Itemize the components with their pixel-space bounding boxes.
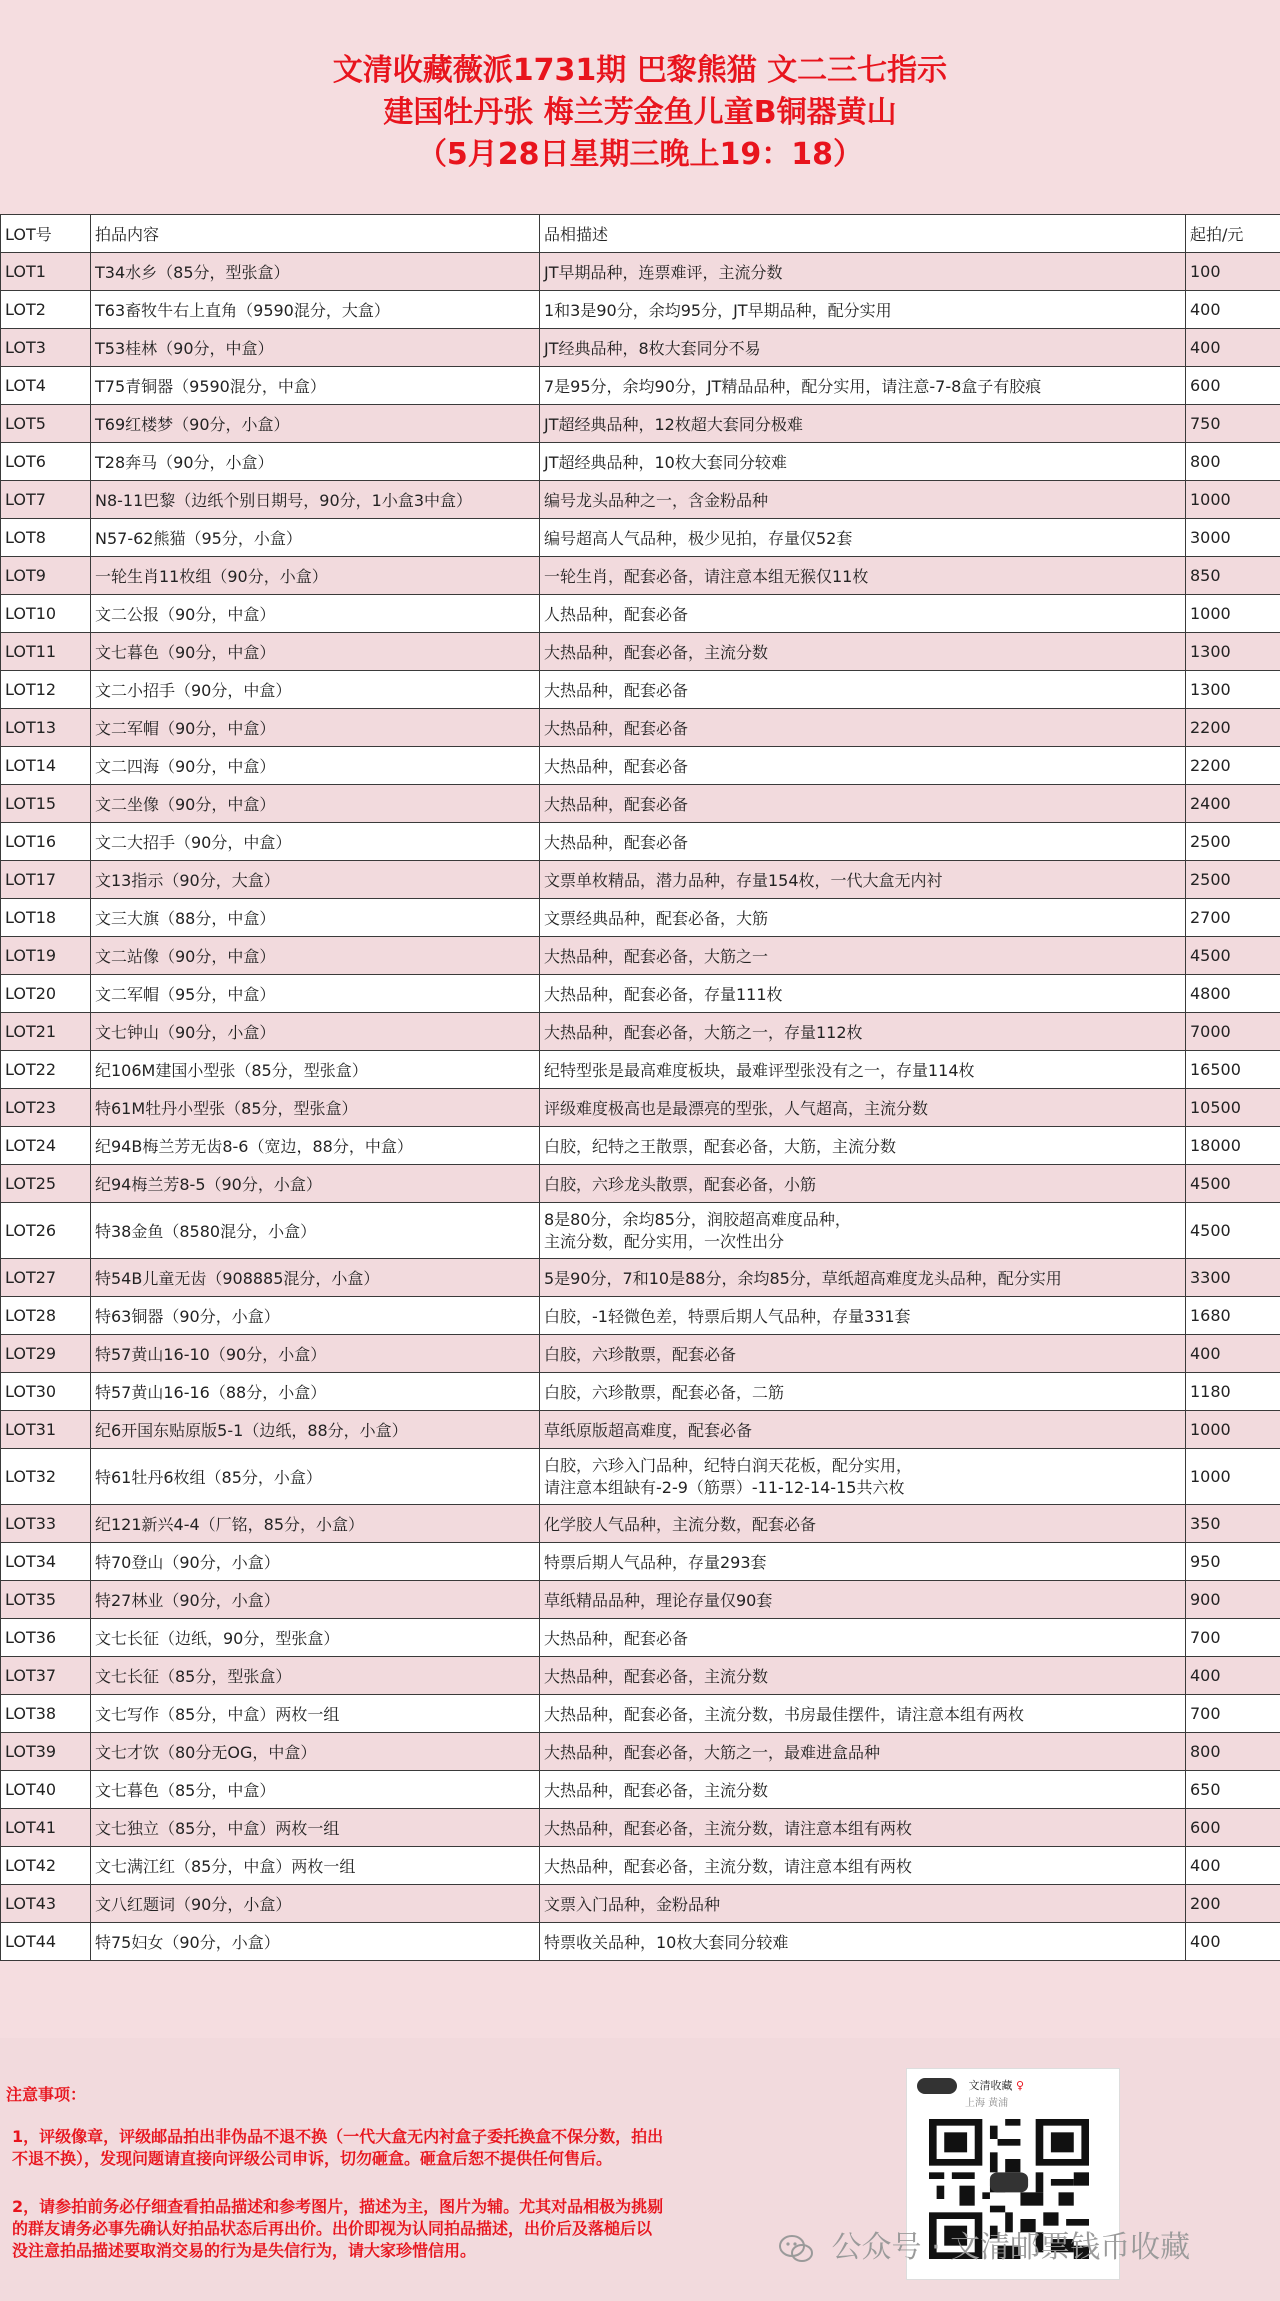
notes-heading: 注意事项： [6, 2085, 87, 2104]
lot-number: LOT10 [1, 595, 91, 633]
lot-number: LOT20 [1, 975, 91, 1013]
lot-number: LOT8 [1, 519, 91, 557]
lot-number: LOT11 [1, 633, 91, 671]
lot-description-line-2: 主流分数，配分实用，一次性出分 [544, 1231, 785, 1251]
table-row [1, 1259, 1280, 1297]
table-row [1, 1619, 1280, 1657]
table-row [1, 1581, 1280, 1619]
table-row [1, 405, 1280, 443]
lot-item: 特70登山（90分，小盒） [91, 1543, 540, 1581]
lot-item: 一轮生肖11枚组（90分，小盒） [91, 557, 540, 595]
lot-description: 5是90分，7和10是88分，余均85分，草纸超高难度龙头品种，配分实用 [540, 1259, 1186, 1297]
header-item: 拍品内容 [91, 215, 540, 253]
title-line-2: 建国牡丹张 梅兰芳金鱼儿童B铜器黄山 [383, 95, 897, 130]
lot-number: LOT24 [1, 1127, 91, 1165]
lot-description: JT经典品种，8枚大套同分不易 [540, 329, 1186, 367]
lot-start-price: 10500 [1186, 1089, 1280, 1127]
lot-item: 文七钟山（90分，小盒） [91, 1013, 540, 1051]
table-row [1, 1335, 1280, 1373]
lot-start-price: 800 [1186, 443, 1280, 481]
lot-start-price: 1180 [1186, 1373, 1280, 1411]
lot-number: LOT42 [1, 1847, 91, 1885]
lot-item: 文七独立（85分，中盒）两枚一组 [91, 1809, 540, 1847]
lot-number: LOT2 [1, 291, 91, 329]
lot-item: 特38金鱼（8580混分，小盒） [91, 1203, 540, 1259]
lot-description: 特票收关品种，10枚大套同分较难 [540, 1923, 1186, 1961]
table-row [1, 1373, 1280, 1411]
lot-description: 草纸精品品种，理论存量仅90套 [540, 1581, 1186, 1619]
lot-number: LOT12 [1, 671, 91, 709]
lot-description: 大热品种，配套必备 [540, 709, 1186, 747]
table-row [1, 1885, 1280, 1923]
lot-item: 文二公报（90分，中盒） [91, 595, 540, 633]
note-2-line-1: 2，请参拍前务必仔细查看拍品描述和参考图片，描述为主，图片为辅。尤其对品相极为挑剔 [12, 2197, 664, 2216]
table-row [1, 785, 1280, 823]
lot-description: 白胶，六珍散票，配套必备，二筋 [540, 1373, 1186, 1411]
lot-number: LOT30 [1, 1373, 91, 1411]
lot-item: 特57黄山16-10（90分，小盒） [91, 1335, 540, 1373]
lot-description-line-2: 请注意本组缺有-2-9（筋票）-11-12-14-15共六枚 [544, 1477, 905, 1497]
lot-description: JT超经典品种，12枚超大套同分极难 [540, 405, 1186, 443]
lot-item: 文二站像（90分，中盒） [91, 937, 540, 975]
lot-description: 大热品种，配套必备 [540, 747, 1186, 785]
lot-number: LOT39 [1, 1733, 91, 1771]
lot-number: LOT7 [1, 481, 91, 519]
lot-number: LOT31 [1, 1411, 91, 1449]
note-item-1 [12, 2126, 752, 2170]
header-row [1, 215, 1280, 253]
lot-item: 文七暮色（85分，中盒） [91, 1771, 540, 1809]
lot-item: 文二军帽（95分，中盒） [91, 975, 540, 1013]
lot-table [0, 214, 1280, 1961]
note-2-line-3: 没注意拍品描述要取消交易的行为是失信行为，请大家珍惜信用。 [12, 2241, 477, 2260]
lot-item: 文七暮色（90分，中盒） [91, 633, 540, 671]
lot-description: 大热品种，配套必备，主流分数，请注意本组有两枚 [540, 1809, 1186, 1847]
lot-start-price: 400 [1186, 291, 1280, 329]
lot-number: LOT3 [1, 329, 91, 367]
lot-number: LOT17 [1, 861, 91, 899]
lot-description: 白胶，-1轻微色差，特票后期人气品种，存量331套 [540, 1297, 1186, 1335]
lot-number: LOT22 [1, 1051, 91, 1089]
lot-start-price: 18000 [1186, 1127, 1280, 1165]
title-block [0, 0, 1280, 214]
lot-item: 文七满江红（85分，中盒）两枚一组 [91, 1847, 540, 1885]
table-row [1, 671, 1280, 709]
lot-start-price: 600 [1186, 367, 1280, 405]
lot-start-price: 4800 [1186, 975, 1280, 1013]
lot-item: T63畜牧牛右上直角（9590混分，大盒） [91, 291, 540, 329]
lot-number: LOT43 [1, 1885, 91, 1923]
lot-item: 特63铜器（90分，小盒） [91, 1297, 540, 1335]
table-row [1, 367, 1280, 405]
lot-item: 纪106M建国小型张（85分，型张盒） [91, 1051, 540, 1089]
lot-number: LOT44 [1, 1923, 91, 1961]
lot-description: 大热品种，配套必备 [540, 785, 1186, 823]
lot-number: LOT28 [1, 1297, 91, 1335]
table-row [1, 747, 1280, 785]
table-row [1, 443, 1280, 481]
lot-number: LOT26 [1, 1203, 91, 1259]
lot-item: 纪94B梅兰芳无齿8-6（宽边，88分，中盒） [91, 1127, 540, 1165]
lot-number: LOT9 [1, 557, 91, 595]
lot-description: 白胶，六珍龙头散票，配套必备，小筋 [540, 1165, 1186, 1203]
lot-start-price: 400 [1186, 329, 1280, 367]
lot-start-price: 3300 [1186, 1259, 1280, 1297]
qr-location: 上海 黄浦 [965, 2098, 1009, 2109]
lot-start-price: 400 [1186, 1335, 1280, 1373]
table-row [1, 1847, 1280, 1885]
table-row [1, 709, 1280, 747]
lot-start-price: 2700 [1186, 899, 1280, 937]
table-row [1, 1543, 1280, 1581]
lot-number: LOT40 [1, 1771, 91, 1809]
lot-description: 大热品种，配套必备 [540, 1619, 1186, 1657]
lot-description: 特票后期人气品种，存量293套 [540, 1543, 1186, 1581]
lot-start-price: 700 [1186, 1695, 1280, 1733]
table-row [1, 519, 1280, 557]
lot-start-price: 650 [1186, 1771, 1280, 1809]
lot-item: 纪6开国东贴原版5-1（边纸，88分，小盒） [91, 1411, 540, 1449]
lot-item: 文七长征（边纸，90分，型张盒） [91, 1619, 540, 1657]
lot-item: 文二小招手（90分，中盒） [91, 671, 540, 709]
lot-start-price: 400 [1186, 1923, 1280, 1961]
lot-number: LOT25 [1, 1165, 91, 1203]
lot-number: LOT1 [1, 253, 91, 291]
lot-number: LOT35 [1, 1581, 91, 1619]
lot-description: 化学胶人气品种，主流分数，配套必备 [540, 1505, 1186, 1543]
table-row [1, 1733, 1280, 1771]
table-row [1, 595, 1280, 633]
table-row [1, 1695, 1280, 1733]
lot-start-price: 350 [1186, 1505, 1280, 1543]
lot-start-price: 900 [1186, 1581, 1280, 1619]
table-row [1, 1771, 1280, 1809]
lot-number: LOT6 [1, 443, 91, 481]
lot-description: 编号龙头品种之一，含金粉品种 [540, 481, 1186, 519]
header-price: 起拍/元 [1186, 215, 1280, 253]
lot-number: LOT4 [1, 367, 91, 405]
lot-item: 特54B儿童无齿（908885混分，小盒） [91, 1259, 540, 1297]
lot-description: 大热品种，配套必备 [540, 823, 1186, 861]
lot-number: LOT33 [1, 1505, 91, 1543]
lot-item: 文八红题词（90分，小盒） [91, 1885, 540, 1923]
table-row [1, 1013, 1280, 1051]
lot-number: LOT16 [1, 823, 91, 861]
lot-start-price: 400 [1186, 1657, 1280, 1695]
lot-start-price: 200 [1186, 1885, 1280, 1923]
lot-number: LOT23 [1, 1089, 91, 1127]
lot-item: T28奔马（90分，小盒） [91, 443, 540, 481]
lot-description: 大热品种，配套必备，主流分数 [540, 1771, 1186, 1809]
lot-number: LOT41 [1, 1809, 91, 1847]
table-row [1, 823, 1280, 861]
lot-number: LOT14 [1, 747, 91, 785]
lot-item: 特61牡丹6枚组（85分，小盒） [91, 1449, 540, 1505]
lot-start-price: 1000 [1186, 1449, 1280, 1505]
lot-start-price: 16500 [1186, 1051, 1280, 1089]
lot-description: 一轮生肖，配套必备，请注意本组无猴仅11枚 [540, 557, 1186, 595]
lot-description: 7是95分，余均90分，JT精品品种，配分实用，请注意-7-8盒子有胶痕 [540, 367, 1186, 405]
lot-item: 文二军帽（90分，中盒） [91, 709, 540, 747]
watermark-text: 公众号 · 文清邮票钱币收藏 [831, 2230, 1191, 2265]
lot-number: LOT5 [1, 405, 91, 443]
note-2-line-2: 的群友请务必事先确认好拍品状态后再出价。出价即视为认同拍品描述，出价后及落槌后以 [12, 2219, 653, 2238]
lot-description: 大热品种，配套必备 [540, 671, 1186, 709]
table-row [1, 1657, 1280, 1695]
header-lot: LOT号 [1, 215, 91, 253]
lot-item: 文七长征（85分，型张盒） [91, 1657, 540, 1695]
lot-number: LOT13 [1, 709, 91, 747]
lot-item: 文七写作（85分，中盒）两枚一组 [91, 1695, 540, 1733]
lot-item: 特27林业（90分，小盒） [91, 1581, 540, 1619]
table-row [1, 329, 1280, 367]
lot-description: 大热品种，配套必备，大筋之一 [540, 937, 1186, 975]
table-row [1, 1165, 1280, 1203]
table-row [1, 1127, 1280, 1165]
table-row [1, 291, 1280, 329]
lot-start-price: 600 [1186, 1809, 1280, 1847]
qr-account-name: 文清收藏 [968, 2079, 1013, 2092]
lot-start-price: 4500 [1186, 1203, 1280, 1259]
lot-description: 大热品种，配套必备，主流分数 [540, 633, 1186, 671]
lot-start-price: 4500 [1186, 1165, 1280, 1203]
lot-description: 文票单枚精品，潜力品种，存量154枚，一代大盒无内衬 [540, 861, 1186, 899]
lot-description: 大热品种，配套必备，存量111枚 [540, 975, 1186, 1013]
lot-start-price: 400 [1186, 1847, 1280, 1885]
lot-description: 大热品种，配套必备，主流分数，书房最佳摆件，请注意本组有两枚 [540, 1695, 1186, 1733]
table-row [1, 1809, 1280, 1847]
lot-description-line-1: 白胶，六珍入门品种，纪特白润天花板，配分实用， [544, 1455, 913, 1475]
qr-header [917, 2077, 1024, 2109]
table-row [1, 861, 1280, 899]
table-row [1, 481, 1280, 519]
header-desc: 品相描述 [540, 215, 1186, 253]
lot-item: T53桂林（90分，中盒） [91, 329, 540, 367]
lot-start-price: 100 [1186, 253, 1280, 291]
lot-start-price: 850 [1186, 557, 1280, 595]
lot-start-price: 3000 [1186, 519, 1280, 557]
lot-item: 文二大招手（90分，中盒） [91, 823, 540, 861]
lot-start-price: 1300 [1186, 633, 1280, 671]
lot-number: LOT27 [1, 1259, 91, 1297]
lot-item: 文七才饮（80分无OG，中盒） [91, 1733, 540, 1771]
lot-description: 评级难度极高也是最漂亮的型张，人气超高，主流分数 [540, 1089, 1186, 1127]
title-line-3: （5月28日星期三晚上19：18） [416, 137, 864, 172]
lot-item: 纪121新兴4-4（厂铭，85分，小盒） [91, 1505, 540, 1543]
lot-item: 特57黄山16-16（88分，小盒） [91, 1373, 540, 1411]
lot-description: JT超经典品种，10枚大套同分较难 [540, 443, 1186, 481]
lot-description: 大热品种，配套必备，主流分数 [540, 1657, 1186, 1695]
lot-item: 特75妇女（90分，小盒） [91, 1923, 540, 1961]
lot-description: 纪特型张是最高难度板块，最难评型张没有之一，存量114枚 [540, 1051, 1186, 1089]
note-1-line-1: 1，评级像章，评级邮品拍出非伪品不退不换（一代大盒无内衬盒子委托换盒不保分数，拍出 [12, 2127, 664, 2146]
lot-item: T69红楼梦（90分，小盒） [91, 405, 540, 443]
title-line-1: 文清收藏薇派1731期 巴黎熊猫 文二三七指示 [332, 53, 948, 88]
lot-table-body [1, 253, 1280, 1961]
lot-description-line-1: 8是80分，余均85分，润胶超高难度品种， [544, 1209, 851, 1229]
lot-description: JT早期品种，连票难评，主流分数 [540, 253, 1186, 291]
lot-item: 特61M牡丹小型张（85分，型张盒） [91, 1089, 540, 1127]
lot-start-price: 1680 [1186, 1297, 1280, 1335]
lot-start-price: 800 [1186, 1733, 1280, 1771]
lot-item: 文二坐像（90分，中盒） [91, 785, 540, 823]
lot-description [540, 1449, 1186, 1505]
lot-start-price: 2200 [1186, 747, 1280, 785]
lot-description: 大热品种，配套必备，主流分数，请注意本组有两枚 [540, 1847, 1186, 1885]
lot-number: LOT38 [1, 1695, 91, 1733]
shop-logo-icon [917, 2078, 957, 2094]
lot-item: N8-11巴黎（边纸个别日期号，90分，1小盒3中盒） [91, 481, 540, 519]
lot-start-price: 2200 [1186, 709, 1280, 747]
lot-start-price: 2500 [1186, 823, 1280, 861]
note-item-2 [12, 2196, 752, 2262]
lot-start-price: 1000 [1186, 481, 1280, 519]
table-row [1, 1923, 1280, 1961]
lot-item: 文三大旗（88分，中盒） [91, 899, 540, 937]
lot-item: 纪94梅兰芳8-5（90分，小盒） [91, 1165, 540, 1203]
lot-start-price: 4500 [1186, 937, 1280, 975]
lot-item: T34水乡（85分，型张盒） [91, 253, 540, 291]
lot-number: LOT15 [1, 785, 91, 823]
table-row [1, 1089, 1280, 1127]
lot-start-price: 1000 [1186, 595, 1280, 633]
lot-description: 文票经典品种，配套必备，大筋 [540, 899, 1186, 937]
lot-start-price: 700 [1186, 1619, 1280, 1657]
lot-description: 文票入门品种，金粉品种 [540, 1885, 1186, 1923]
lot-description: 人热品种，配套必备 [540, 595, 1186, 633]
lot-number: LOT21 [1, 1013, 91, 1051]
lot-start-price: 1300 [1186, 671, 1280, 709]
female-icon: ♀ [1016, 2079, 1025, 2092]
lot-start-price: 1000 [1186, 1411, 1280, 1449]
table-row [1, 899, 1280, 937]
lot-number: LOT32 [1, 1449, 91, 1505]
lot-item: 文13指示（90分，大盒） [91, 861, 540, 899]
lot-item: 文二四海（90分，中盒） [91, 747, 540, 785]
lot-item: N57-62熊猫（95分，小盒） [91, 519, 540, 557]
note-1-line-2: 不退不换），发现问题请直接向评级公司申诉，切勿砸盒。砸盒后恕不提供任何售后。 [12, 2149, 613, 2168]
table-row [1, 633, 1280, 671]
lot-number: LOT34 [1, 1543, 91, 1581]
wechat-icon [778, 2234, 814, 2264]
lot-number: LOT37 [1, 1657, 91, 1695]
lot-description: 编号超高人气品种，极少见拍，存量仅52套 [540, 519, 1186, 557]
lot-start-price: 7000 [1186, 1013, 1280, 1051]
lot-description: 草纸原版超高难度，配套必备 [540, 1411, 1186, 1449]
table-row [1, 1203, 1280, 1259]
table-row [1, 253, 1280, 291]
table-row [1, 1411, 1280, 1449]
table-row [1, 975, 1280, 1013]
lot-start-price: 950 [1186, 1543, 1280, 1581]
lot-description [540, 1203, 1186, 1259]
table-row [1, 937, 1280, 975]
lot-description: 1和3是90分，余均95分，JT早期品种，配分实用 [540, 291, 1186, 329]
lot-number: LOT19 [1, 937, 91, 975]
lot-number: LOT18 [1, 899, 91, 937]
lot-start-price: 750 [1186, 405, 1280, 443]
lot-description: 大热品种，配套必备，大筋之一，存量112枚 [540, 1013, 1186, 1051]
lot-number: LOT36 [1, 1619, 91, 1657]
table-row [1, 557, 1280, 595]
lot-description: 白胶，六珍散票，配套必备 [540, 1335, 1186, 1373]
lot-description: 白胶，纪特之王散票，配套必备，大筋，主流分数 [540, 1127, 1186, 1165]
lot-start-price: 2500 [1186, 861, 1280, 899]
table-row [1, 1505, 1280, 1543]
table-row [1, 1449, 1280, 1505]
lot-description: 大热品种，配套必备，大筋之一，最难进盒品种 [540, 1733, 1186, 1771]
table-row [1, 1051, 1280, 1089]
lot-start-price: 2400 [1186, 785, 1280, 823]
table-row [1, 1297, 1280, 1335]
lot-item: T75青铜器（9590混分，中盒） [91, 367, 540, 405]
wechat-watermark [778, 2222, 1190, 2266]
lot-number: LOT29 [1, 1335, 91, 1373]
